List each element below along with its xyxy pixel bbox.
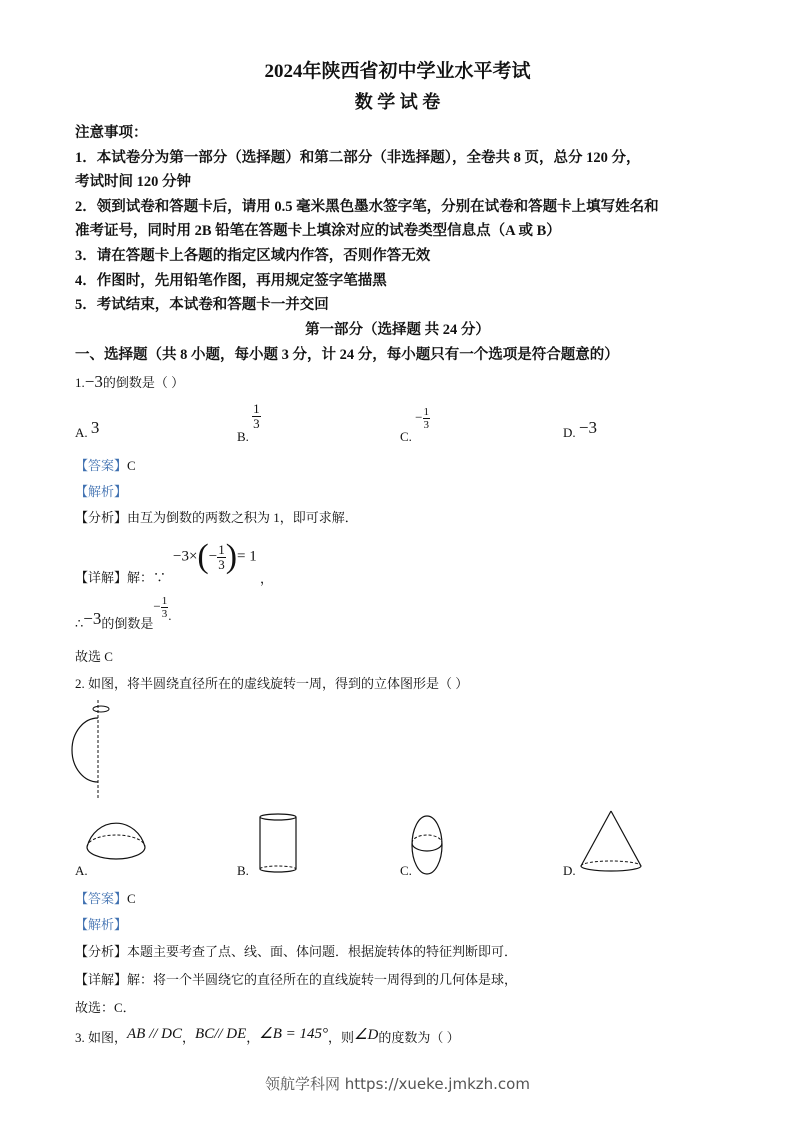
minus-sign: − (153, 598, 161, 614)
exam-subtitle: 数 学 试 卷 (354, 92, 441, 112)
sphere-shape (412, 816, 442, 874)
period: . (168, 608, 172, 624)
notice-item: 考试时间 120 分钟 (75, 174, 191, 190)
comma: ， (260, 571, 274, 586)
numerator: 1 (161, 595, 168, 607)
answer-tag: 【答案】 (75, 458, 128, 473)
answer-value: C (127, 458, 136, 473)
fenxi-line (75, 941, 517, 960)
part-heading: 第一部分（选择题 共 24 分） (305, 322, 490, 338)
denominator: 3 (161, 608, 168, 620)
cylinder-shape (260, 814, 296, 872)
semicircle (72, 718, 98, 782)
denominator: 3 (218, 556, 225, 572)
notice-item: 2．领到试卷和答题卡后，请用 0.5 毫米黑色墨水签字笔，分别在试卷和答题卡上填写姓名和 (75, 199, 659, 215)
question-2: 2. 如图，将半圆绕直径所在的虚线旋转一周，得到的立体图形是（ ） (75, 676, 469, 691)
math-condition: AB // DC (127, 1026, 183, 1042)
numerator: 1 (218, 541, 225, 557)
notice-heading: 注意事项： (75, 125, 148, 141)
notice-item: 4．作图时，先用铅笔作图，再用规定签字笔描黑 (75, 273, 387, 289)
notice-item: 5．考试结束，本试卷和答题卡一并交回 (75, 297, 329, 313)
notice-item: 1．本试卷分为第一部分（选择题）和第二部分（非选择题），全卷共 8 页，总分 120 分， (75, 150, 641, 166)
cone-shape (581, 811, 641, 871)
question-number: 1. (75, 375, 85, 390)
xiangjie-tag: 【详解】 (75, 570, 128, 585)
math-condition: ∠B = 145° (259, 1026, 329, 1042)
numerator: 1 (423, 406, 430, 418)
analysis-tag: 【解析】 (75, 917, 128, 932)
conclusion: 故选：C． (75, 1000, 136, 1015)
option-b[interactable]: B. (237, 863, 249, 878)
xiangjie-text: 解：将一个半圆绕它的直径所在的直线旋转一周得到的几何体是球， (127, 972, 518, 987)
rotation-arrow-icon (93, 706, 109, 712)
footer-watermark: 领航学科网 https://xueke.jmkzh.com (265, 1075, 530, 1093)
math-condition: ∠D (354, 1027, 379, 1043)
option-c[interactable]: C. (400, 863, 412, 878)
xiangjie-text: 解：∵ (127, 570, 167, 585)
option-d[interactable]: D. (563, 863, 576, 878)
answer-line (75, 888, 136, 907)
answer-value: C (127, 891, 136, 906)
exam-title: 2024年陕西省初中学业水平考试 (264, 61, 531, 82)
option-value: −3 (578, 418, 597, 437)
option-label: B. (237, 429, 249, 445)
fenxi-text: 由互为倒数的两数之积为 1，即可求解． (127, 510, 358, 525)
math-condition: BC// DE (195, 1026, 247, 1042)
therefore-text: 的倒数是 (101, 616, 154, 632)
xiangjie-tag: 【详解】 (75, 972, 128, 987)
section-heading: 一、选择题（共 8 小题，每小题 3 分，计 24 分，每小题只有一个选项是符合题意的） (75, 347, 619, 363)
hemisphere-shape (87, 823, 145, 859)
xiangjie-line (75, 969, 517, 988)
question-prefix: 3. 如图， (75, 1030, 128, 1045)
notice-item: 准考证号，同时用 2B 铅笔在答题卡上填涂对应的试卷类型信息点（A 或 B） (75, 223, 561, 239)
option-label: D. (563, 425, 576, 440)
therefore-symbol: ∴ (75, 616, 84, 632)
minus-sign: − (415, 409, 423, 425)
math-expr: −3 (84, 372, 103, 391)
formula-right: = 1 (237, 548, 257, 565)
option-a[interactable]: A. (75, 863, 88, 878)
fenxi-text: 本题主要考查了点、线、面、体问题．根据旋转体的特征判断即可． (127, 944, 518, 959)
option-label: C. (400, 429, 412, 445)
question-stem: 的倒数是（ ） (102, 375, 185, 390)
notice-item: 3．请在答题卡上各题的指定区域内作答，否则作答无效 (75, 248, 431, 264)
separator: ，则 (328, 1030, 355, 1045)
option-label: A. (75, 425, 88, 440)
minus-sign: − (208, 548, 218, 565)
fenxi-tag: 【分析】 (75, 944, 128, 959)
separator: ， (246, 1030, 260, 1045)
formula-left: −3× (173, 548, 198, 565)
fenxi-tag: 【分析】 (75, 510, 128, 525)
separator: ， (182, 1030, 196, 1045)
answer-tag: 【答案】 (75, 891, 128, 906)
formula: −3×(− $\frac{1}{3}$ )= 1 (173, 538, 257, 575)
question-suffix: 的度数为（ ） (378, 1030, 460, 1045)
question-3 (75, 1027, 460, 1047)
option-value: 3 (90, 418, 100, 437)
math-expr: −3 (83, 609, 102, 629)
numerator: 1 (253, 401, 260, 416)
denominator: 3 (253, 416, 260, 431)
conclusion: 故选 C (75, 649, 113, 664)
analysis-tag: 【解析】 (75, 484, 128, 499)
denominator: 3 (423, 419, 430, 431)
